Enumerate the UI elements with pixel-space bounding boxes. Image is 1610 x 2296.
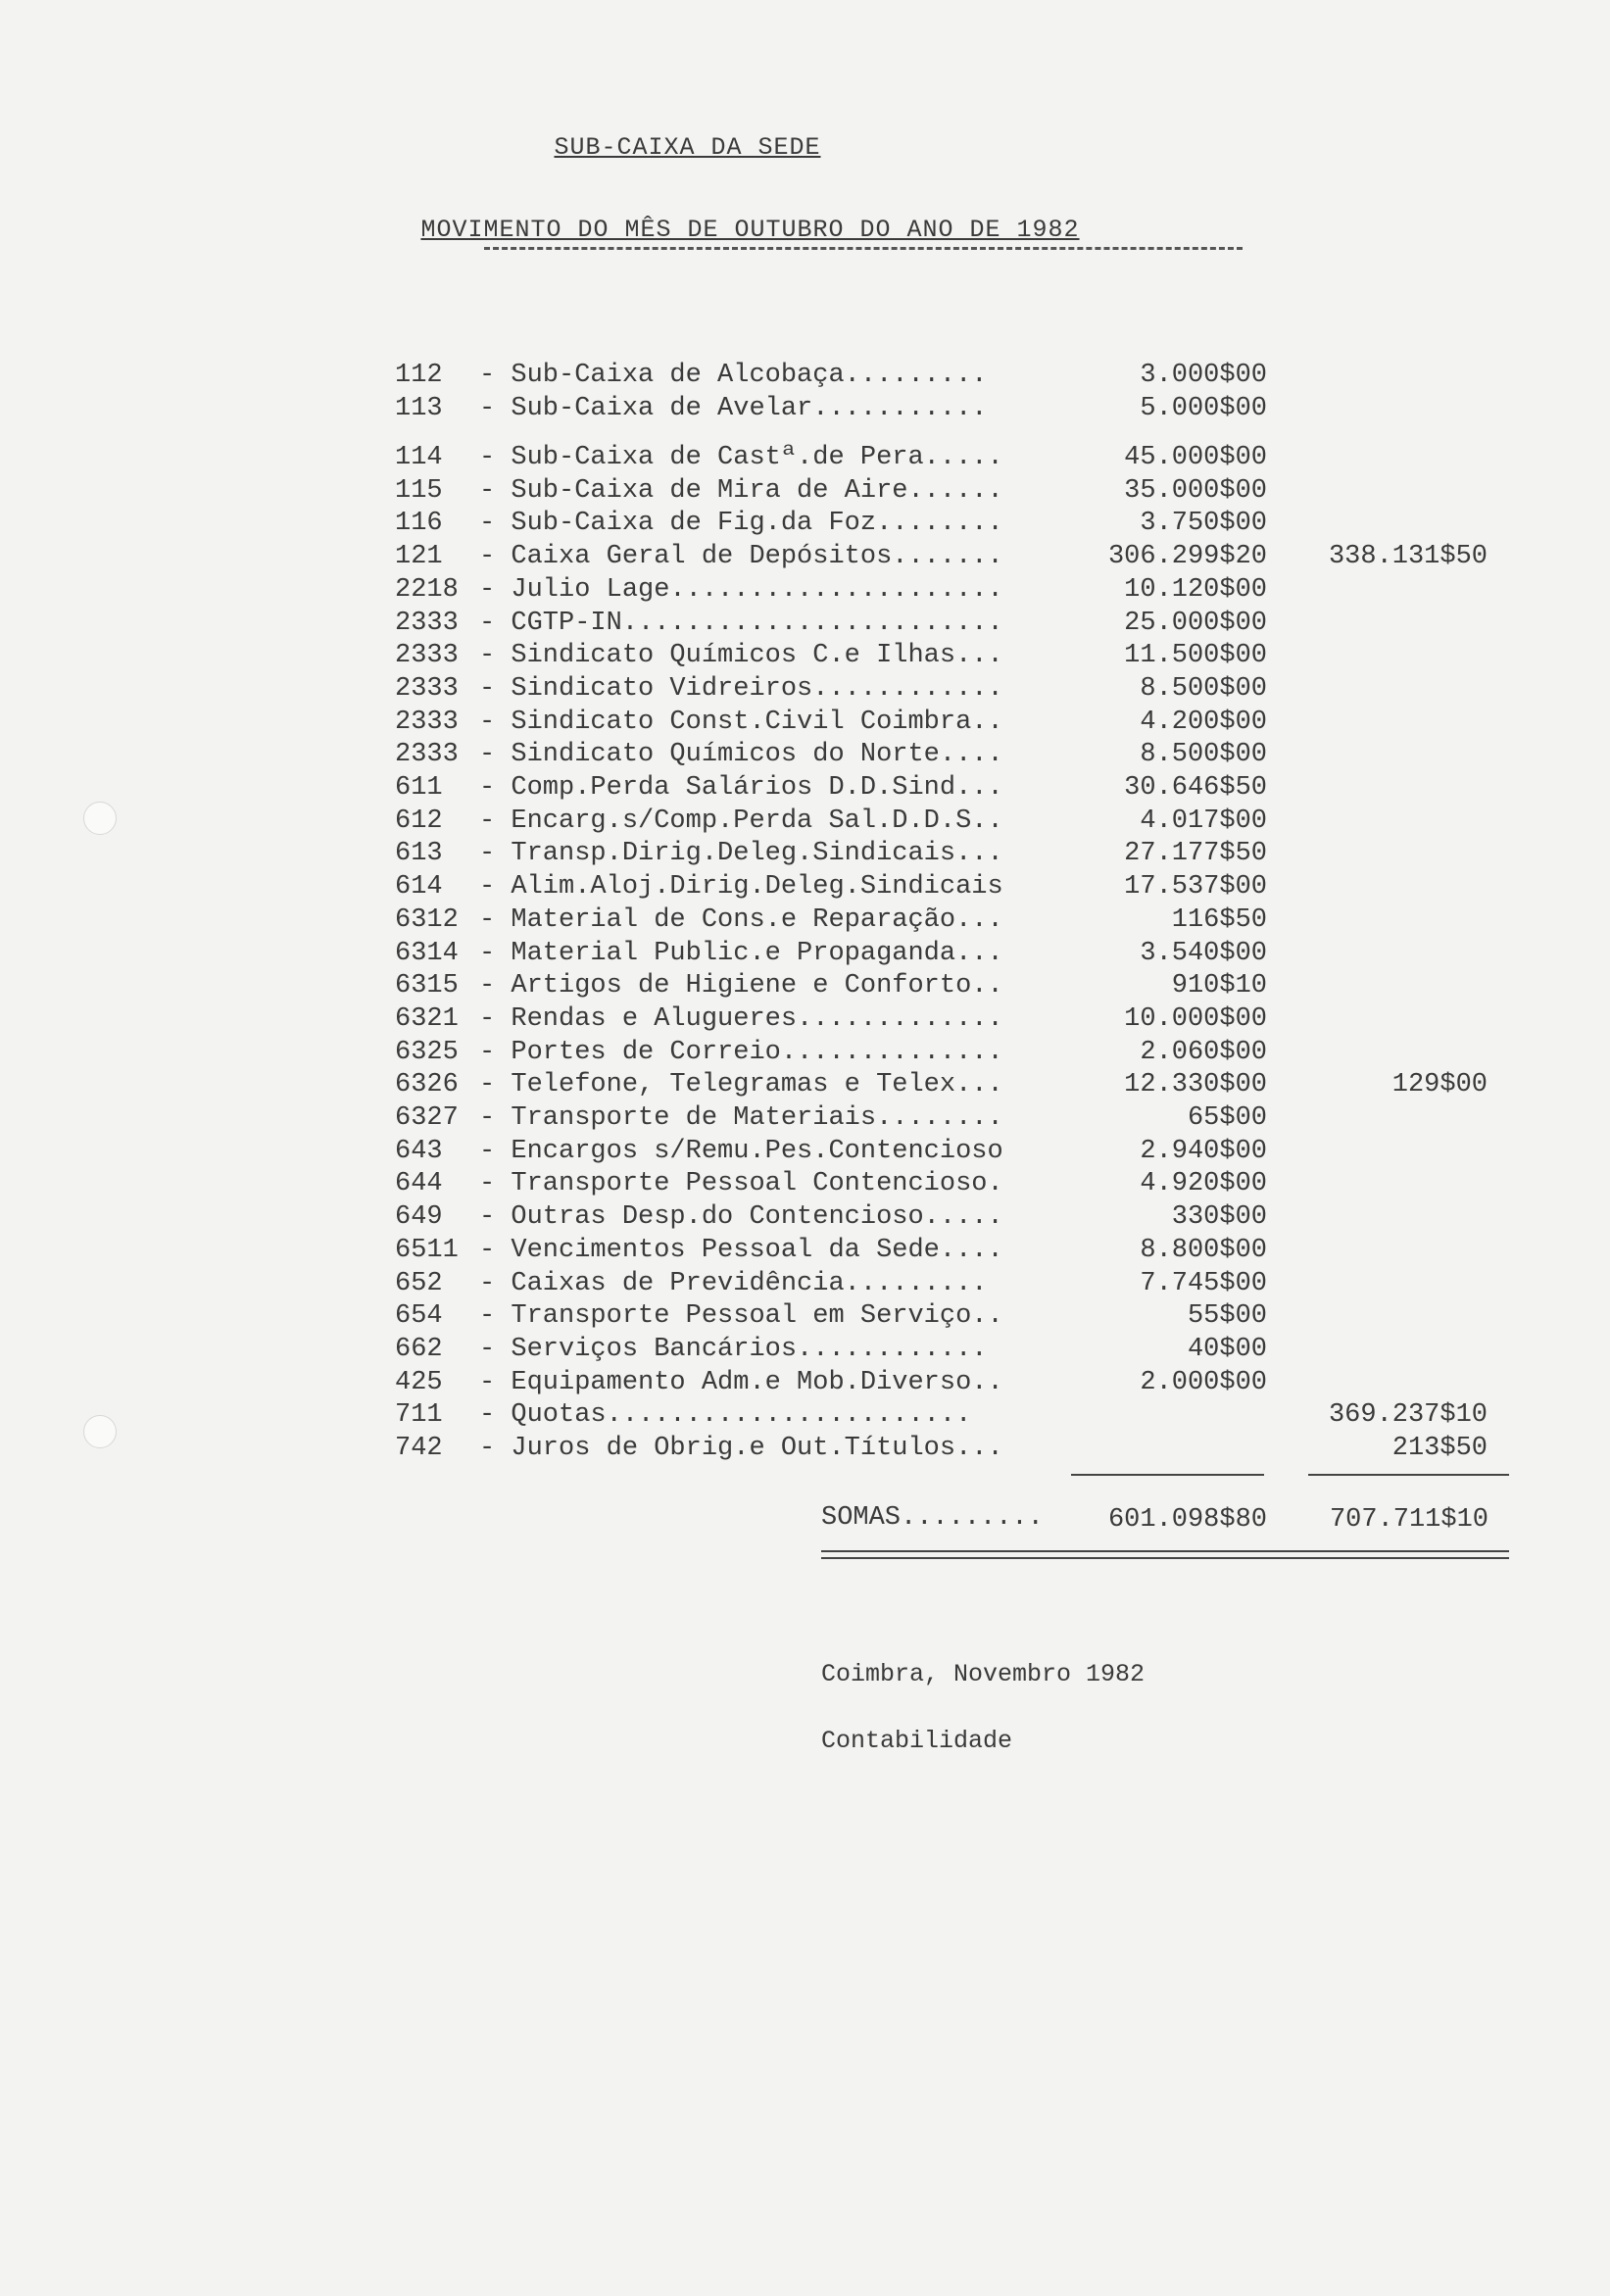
ledger-description: - Transporte de Materiais........ [479, 1103, 1003, 1133]
ledger-description: - Alim.Aloj.Dirig.Deleg.Sindicais [479, 872, 1003, 903]
ledger-debit: 3.000$00 [1140, 361, 1267, 390]
ledger-description: - Sindicato Químicos C.e Ilhas... [479, 641, 1003, 671]
ledger-description: - Artigos de Higiene e Conforto.. [479, 971, 1003, 1001]
ledger-code: 116 [395, 509, 443, 539]
ledger-debit: 4.920$00 [1140, 1169, 1267, 1199]
ledger-code: 2218 [395, 574, 459, 605]
ledger-debit: 8.800$00 [1140, 1235, 1267, 1265]
punch-hole [83, 1415, 117, 1448]
ledger-description: - Encargos s/Remu.Pes.Contencioso [479, 1136, 1003, 1166]
ledger-code: 113 [395, 393, 443, 423]
ledger-description: - Quotas....................... [479, 1400, 972, 1431]
ledger-debit: 5.000$00 [1140, 393, 1267, 423]
credit-sum-rule [1308, 1474, 1509, 1476]
ledger-code: 6327 [395, 1103, 459, 1133]
ledger-description: - Outras Desp.do Contencioso..... [479, 1202, 1003, 1233]
ledger-code: 614 [395, 872, 443, 903]
ledger-description: - Encarg.s/Comp.Perda Sal.D.D.S.. [479, 806, 1003, 836]
ledger-code: 115 [395, 475, 443, 506]
ledger-code: 652 [395, 1268, 443, 1298]
ledger-description: - Caixa Geral de Depósitos....... [479, 542, 1003, 572]
ledger-debit: 30.646$50 [1124, 773, 1267, 803]
ledger-code: 2333 [395, 673, 459, 704]
ledger-debit: 2.000$00 [1140, 1367, 1267, 1397]
ledger-debit: 45.000$00 [1124, 443, 1267, 472]
ledger-code: 612 [395, 806, 443, 836]
ledger-description: - Sindicato Vidreiros............ [479, 673, 1003, 704]
ledger-debit: 330$00 [1171, 1202, 1267, 1233]
ledger-description: - Caixas de Previdência......... [479, 1268, 988, 1298]
ledger-description: - Transporte Pessoal Contencioso. [479, 1169, 1003, 1199]
ledger-description: - Sub-Caixa de Fig.da Foz........ [479, 509, 1003, 539]
ledger-code: 6511 [395, 1235, 459, 1265]
ledger-description: - Material de Cons.e Reparação... [479, 904, 1003, 935]
ledger-code: 2333 [395, 641, 459, 671]
ledger-debit: 12.330$00 [1124, 1070, 1267, 1100]
ledger-code: 121 [395, 542, 443, 572]
ledger-code: 6312 [395, 904, 459, 935]
ledger-debit: 3.750$00 [1140, 509, 1267, 539]
totals-label: SOMAS......... [821, 1503, 1044, 1533]
ledger-code: 6315 [395, 971, 459, 1001]
ledger-description: - Sub-Caixa de Castª.de Pera..... [479, 443, 1003, 472]
ledger-code: 711 [395, 1400, 443, 1431]
document-title: SUB-CAIXA DA SEDE [554, 133, 821, 162]
ledger-debit: 17.537$00 [1124, 872, 1267, 903]
ledger-debit: 3.540$00 [1140, 938, 1267, 968]
ledger-debit: 4.017$00 [1140, 806, 1267, 836]
totals-debit: 601.098$80 [1107, 1505, 1267, 1535]
ledger-description: - Comp.Perda Salários D.D.Sind... [479, 773, 1003, 803]
ledger-debit: 4.200$00 [1140, 707, 1267, 737]
ledger-description: - Material Public.e Propaganda... [479, 938, 1003, 968]
ledger-code: 649 [395, 1202, 443, 1233]
debit-sum-rule [1071, 1474, 1264, 1476]
ledger-code: 6325 [395, 1037, 459, 1067]
ledger-code: 114 [395, 443, 443, 472]
place-date: Coimbra, Novembro 1982 [821, 1660, 1146, 1688]
ledger-code: 611 [395, 773, 443, 803]
ledger-debit: 25.000$00 [1124, 608, 1267, 638]
ledger-description: - Sindicato Const.Civil Coimbra.. [479, 707, 1003, 737]
totals-double-rule-top [821, 1550, 1509, 1552]
ledger-description: - Equipamento Adm.e Mob.Diverso.. [479, 1367, 1003, 1397]
ledger-code: 425 [395, 1367, 443, 1397]
ledger-description: - Telefone, Telegramas e Telex... [479, 1070, 1003, 1100]
ledger-description: - Vencimentos Pessoal da Sede.... [479, 1235, 1003, 1265]
ledger-code: 6314 [395, 938, 459, 968]
ledger-debit: 116$50 [1171, 904, 1267, 935]
ledger-code: 742 [395, 1434, 443, 1463]
ledger-code: 613 [395, 839, 443, 869]
ledger-description: - Serviços Bancários............ [479, 1334, 988, 1364]
ledger-debit: 65$00 [1187, 1103, 1267, 1133]
document-subtitle: MOVIMENTO DO MÊS DE OUTUBRO DO ANO DE 1982 [420, 216, 1080, 244]
totals-double-rule-bottom [821, 1557, 1509, 1559]
ledger-debit: 8.500$00 [1140, 673, 1267, 704]
ledger-code: 2333 [395, 707, 459, 737]
ledger-description: - Juros de Obrig.e Out.Títulos... [479, 1434, 1003, 1463]
ledger-description: - Sub-Caixa de Alcobaça......... [479, 361, 988, 390]
ledger-code: 2333 [395, 740, 459, 770]
ledger-debit: 10.000$00 [1124, 1003, 1267, 1034]
ledger-description: - CGTP-IN........................ [479, 608, 1003, 638]
ledger-debit: 306.299$20 [1107, 542, 1267, 572]
ledger-debit: 8.500$00 [1140, 740, 1267, 770]
ledger-code: 654 [395, 1301, 443, 1332]
ledger-code: 643 [395, 1136, 443, 1166]
ledger-description: - Julio Lage..................... [479, 574, 1003, 605]
ledger-description: - Transporte Pessoal em Serviço.. [479, 1301, 1003, 1332]
ledger-debit: 27.177$50 [1124, 839, 1267, 869]
subtitle-dashed-rule [484, 247, 1243, 250]
ledger-debit: 910$10 [1171, 971, 1267, 1001]
ledger-description: - Portes de Correio.............. [479, 1037, 1003, 1067]
ledger-debit: 40$00 [1187, 1334, 1267, 1364]
ledger-debit: 11.500$00 [1124, 641, 1267, 671]
ledger-debit: 7.745$00 [1140, 1268, 1267, 1298]
ledger-credit: 213$50 [1391, 1434, 1488, 1463]
punch-hole [83, 802, 117, 835]
ledger-debit: 55$00 [1187, 1301, 1267, 1332]
ledger-code: 6321 [395, 1003, 459, 1034]
ledger-credit: 129$00 [1391, 1070, 1488, 1100]
totals-credit: 707.711$10 [1329, 1505, 1488, 1535]
ledger-description: - Transp.Dirig.Deleg.Sindicais... [479, 839, 1003, 869]
ledger-code: 6326 [395, 1070, 459, 1100]
ledger-description: - Sub-Caixa de Avelar........... [479, 393, 988, 423]
ledger-debit: 35.000$00 [1124, 475, 1267, 506]
ledger-debit: 2.940$00 [1140, 1136, 1267, 1166]
ledger-debit: 10.120$00 [1124, 574, 1267, 605]
department-signature: Contabilidade [821, 1727, 1013, 1755]
ledger-description: - Sindicato Químicos do Norte.... [479, 740, 1003, 770]
ledger-code: 644 [395, 1169, 443, 1199]
ledger-code: 662 [395, 1334, 443, 1364]
ledger-debit: 2.060$00 [1140, 1037, 1267, 1067]
ledger-credit: 338.131$50 [1328, 542, 1488, 572]
ledger-code: 112 [395, 361, 443, 390]
ledger-code: 2333 [395, 608, 459, 638]
ledger-credit: 369.237$10 [1328, 1400, 1488, 1431]
ledger-description: - Rendas e Alugueres............. [479, 1003, 1003, 1034]
ledger-description: - Sub-Caixa de Mira de Aire...... [479, 475, 1003, 506]
